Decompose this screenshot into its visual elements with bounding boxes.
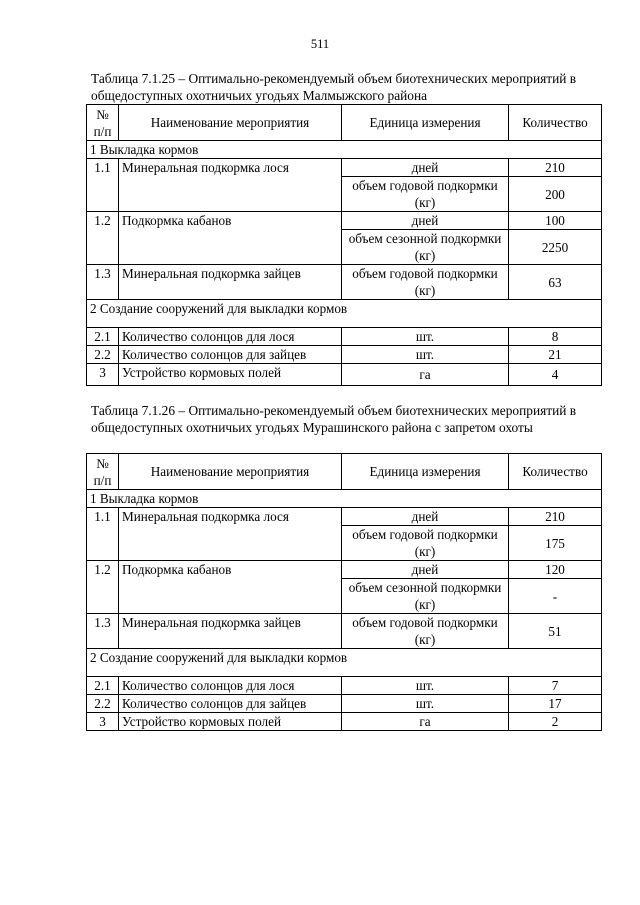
section-title: 2 Создание сооружений для выкладки кормов [87, 300, 602, 328]
row-num: 1.1 [87, 159, 119, 212]
section-row [87, 490, 602, 508]
table-row [87, 346, 602, 364]
row-qty: - [509, 579, 602, 614]
table-header-row [87, 454, 602, 490]
row-qty: 51 [509, 614, 602, 649]
row-qty: 210 [509, 508, 602, 526]
page-number: 511 [310, 37, 330, 51]
row-unit: объем годовой подкормки (кг) [342, 177, 509, 212]
table-row [87, 713, 602, 731]
row-num: 2.2 [87, 695, 119, 713]
row-unit: га [342, 713, 509, 731]
header-unit: Единица измерения [342, 105, 509, 141]
section-row [87, 300, 602, 328]
section-row [87, 141, 602, 159]
section-title: 1 Выкладка кормов [87, 490, 602, 508]
row-name: Количество солонцов для зайцев [119, 346, 342, 364]
section-title: 2 Создание сооружений для выкладки кормов [87, 649, 602, 677]
row-num: 1.2 [87, 561, 119, 614]
table-row [87, 677, 602, 695]
row-qty: 17 [509, 695, 602, 713]
table-row [87, 364, 602, 386]
row-qty: 100 [509, 212, 602, 230]
row-unit: объем годовой подкормки (кг) [342, 526, 509, 561]
row-unit: дней [342, 212, 509, 230]
row-num: 1.3 [87, 614, 119, 649]
row-num: 1.1 [87, 508, 119, 561]
row-num: 2.1 [87, 677, 119, 695]
row-unit: шт. [342, 328, 509, 346]
row-name: Количество солонцов для лося [119, 677, 342, 695]
row-name: Минеральная подкормка лося [119, 159, 342, 212]
header-qty: Количество [509, 105, 602, 141]
section-row [87, 649, 602, 677]
header-name: Наименование мероприятия [119, 454, 342, 490]
table-header-row [87, 105, 602, 141]
row-qty: 2250 [509, 230, 602, 265]
table-row [87, 561, 602, 579]
table-caption: Таблица 7.1.25 – Оптимально-рекомендуемый объем биотехнических мероприятий в общедоступных охотничьих угодьях Малмыжского района [91, 71, 577, 103]
row-num: 2.1 [87, 328, 119, 346]
table-caption: Таблица 7.1.26 – Оптимально-рекомендуемый объем биотехнических мероприятий в общедоступных охотничьих угодьях Мурашинского района с запретом охоты [91, 403, 577, 435]
table-row [87, 695, 602, 713]
row-qty: 200 [509, 177, 602, 212]
row-unit: га [342, 364, 509, 386]
row-name: Подкормка кабанов [119, 561, 342, 614]
row-qty: 21 [509, 346, 602, 364]
row-name: Подкормка кабанов [119, 212, 342, 265]
row-unit: дней [342, 508, 509, 526]
row-unit: объем сезонной подкормки (кг) [342, 579, 509, 614]
row-qty: 210 [509, 159, 602, 177]
row-qty: 120 [509, 561, 602, 579]
row-qty: 8 [509, 328, 602, 346]
row-unit: объем годовой подкормки (кг) [342, 265, 509, 300]
row-unit: дней [342, 159, 509, 177]
table-row [87, 508, 602, 526]
row-unit: объем сезонной подкормки (кг) [342, 230, 509, 265]
data-table [86, 104, 602, 386]
header-num: № п/п [87, 454, 119, 490]
row-unit: дней [342, 561, 509, 579]
table-row [87, 212, 602, 230]
row-name: Минеральная подкормка зайцев [119, 614, 342, 649]
row-qty: 7 [509, 677, 602, 695]
row-unit: шт. [342, 677, 509, 695]
row-qty: 2 [509, 713, 602, 731]
header-unit: Единица измерения [342, 454, 509, 490]
row-qty: 175 [509, 526, 602, 561]
row-qty: 63 [509, 265, 602, 300]
row-unit: шт. [342, 695, 509, 713]
row-num: 1.2 [87, 212, 119, 265]
row-num: 3 [87, 713, 119, 731]
header-qty: Количество [509, 454, 602, 490]
row-unit: шт. [342, 346, 509, 364]
table-row [87, 328, 602, 346]
table-row [87, 159, 602, 177]
section-title: 1 Выкладка кормов [87, 141, 602, 159]
table-row [87, 265, 602, 300]
header-name: Наименование мероприятия [119, 105, 342, 141]
data-table [86, 453, 602, 731]
header-num: № п/п [87, 105, 119, 141]
row-name: Минеральная подкормка лося [119, 508, 342, 561]
row-qty: 4 [509, 364, 602, 386]
row-num: 2.2 [87, 346, 119, 364]
row-name: Количество солонцов для зайцев [119, 695, 342, 713]
row-num: 3 [87, 364, 119, 386]
row-name: Устройство кормовых полей [119, 713, 342, 731]
row-name: Устройство кормовых полей [119, 364, 342, 386]
table-row [87, 614, 602, 649]
row-name: Минеральная подкормка зайцев [119, 265, 342, 300]
row-unit: объем годовой подкормки (кг) [342, 614, 509, 649]
row-name: Количество солонцов для лося [119, 328, 342, 346]
row-num: 1.3 [87, 265, 119, 300]
